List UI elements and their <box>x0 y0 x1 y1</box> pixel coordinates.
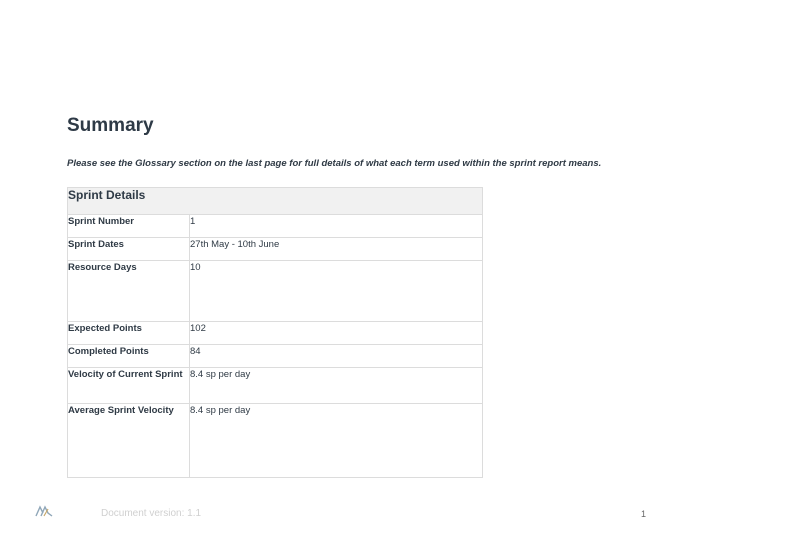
table-row <box>68 261 483 322</box>
intro-note: Please see the Glossary section on the last page for full details of what each term used within the sprint report means. <box>67 158 602 169</box>
table-row <box>68 345 483 368</box>
row-value: 27th May - 10th June <box>190 238 483 261</box>
row-label: Resource Days <box>68 261 190 322</box>
row-value: 8.4 sp per day <box>190 404 483 478</box>
table-row <box>68 368 483 404</box>
table-heading: Sprint Details <box>68 188 483 215</box>
company-logo-icon <box>35 505 53 517</box>
row-label: Sprint Dates <box>68 238 190 261</box>
table-row <box>68 215 483 238</box>
row-label: Completed Points <box>68 345 190 368</box>
row-value: 84 <box>190 345 483 368</box>
table-row <box>68 238 483 261</box>
table-row <box>68 322 483 345</box>
sprint-details-table <box>67 187 483 478</box>
page-number: 1 <box>641 509 647 519</box>
row-value: 1 <box>190 215 483 238</box>
row-value: 102 <box>190 322 483 345</box>
row-label: Velocity of Current Sprint <box>68 368 190 404</box>
page-title: Summary <box>67 115 154 136</box>
row-value: 8.4 sp per day <box>190 368 483 404</box>
row-value: 10 <box>190 261 483 322</box>
row-label: Expected Points <box>68 322 190 345</box>
row-label: Average Sprint Velocity <box>68 404 190 478</box>
row-label: Sprint Number <box>68 215 190 238</box>
document-version: Document version: 1.1 <box>101 508 202 519</box>
table-row <box>68 404 483 478</box>
